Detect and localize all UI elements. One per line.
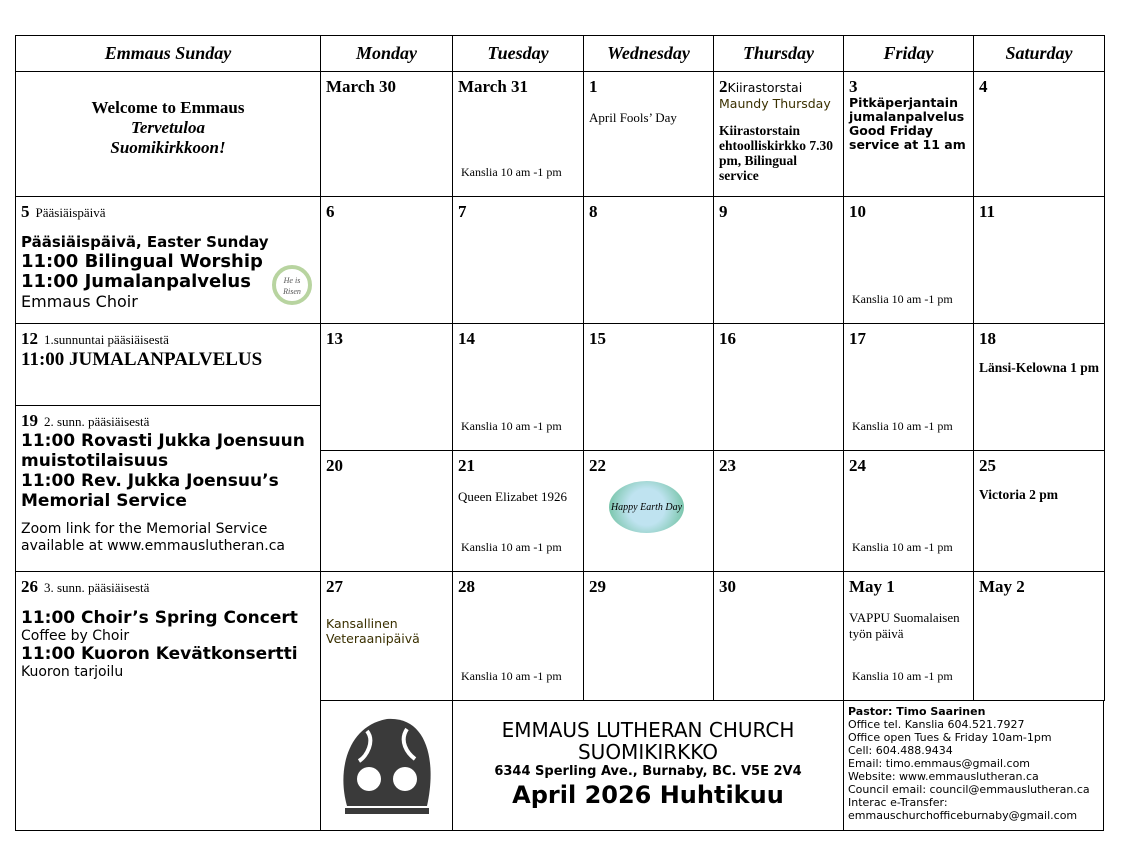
date: 12 [21,329,38,348]
date [326,77,396,97]
sunday-label: 1.sunnuntai pääsiäisestä [44,332,169,347]
day-cell [320,450,453,572]
event: 11:00 Rovasti Jukka Joensuun muistotilaisuus [21,431,305,471]
date [849,577,895,597]
cell-body [719,96,839,183]
date [979,202,995,222]
welcome-line2: Tervetuloa [131,118,205,137]
day-cell [973,71,1105,197]
logo-cell [320,700,453,831]
office-hours: Kanslia 10 am -1 pm [461,419,562,433]
day-cell [843,323,974,451]
day-cell [843,196,974,324]
day-cell [843,71,974,197]
header-friday: Friday [843,35,974,72]
day-cell [583,196,714,324]
date [849,202,866,222]
sunday-12 [15,323,321,406]
date [458,77,528,97]
day-cell [843,571,974,701]
date-number: 1 [589,77,598,96]
event: 11:00 Kuoron Kevätkonsertti [21,644,298,664]
office-hours: Kanslia 10 am -1 pm [461,540,562,554]
event-note: Pitkäperjantain jumalanpalvelus Good Friday service at 11 am [849,95,966,152]
date-number: 16 [719,329,736,348]
date-number: 8 [589,202,598,221]
date-number: March 31 [458,77,529,96]
contact-line: Office open Tues & Friday 10am-1pm [848,731,1052,744]
contacts-cell [843,700,1104,831]
cell-body [979,354,1100,375]
date [849,456,866,476]
date-number: March 30 [326,77,397,96]
day-cell [713,450,844,572]
header-wednesday: Wednesday [583,35,714,72]
day-cell [973,196,1105,324]
date [326,456,343,476]
sunday-label: 3. sunn. pääsiäisestä [44,580,150,595]
sunday-26 [15,571,321,831]
header-saturday: Saturday [973,35,1105,72]
date-number: 23 [719,456,736,475]
date-number: 28 [458,577,475,596]
date-number: 30 [719,577,736,596]
date-number: 14 [458,329,475,348]
day-cell [452,323,584,451]
contact-line: Office tel. Kanslia 604.521.7927 [848,718,1025,731]
date [458,456,475,476]
date-number: 11 [979,202,996,221]
date [458,577,475,597]
date [719,329,736,349]
cell-body [979,481,1100,502]
event-note: Victoria 2 pm [979,487,1058,502]
date-number: 15 [589,329,606,348]
church-address: 6344 Sperling Ave., Burnaby, BC. V5E 2V4 [494,764,802,779]
sunday-label: 2. sunn. pääsiäisestä [44,414,150,429]
cell-body [849,96,969,152]
date [458,329,475,349]
day-cell [583,571,714,701]
date-number: 29 [589,577,606,596]
date-number: May 1 [849,577,895,596]
date [719,77,802,97]
sunday-19 [15,405,321,572]
event: 11:00 JUMALANPALVELUS [21,349,263,370]
cell-body [849,602,969,642]
date [458,202,467,222]
zoom-link-note: Zoom link for the Memorial Service available at www.emmauslutheran.ca [21,521,285,554]
header-monday: Monday [320,35,453,72]
day-cell [452,196,584,324]
welcome-cell [15,71,321,197]
date-number: 22 [589,456,606,475]
day-cell [713,196,844,324]
header-thursday: Thursday [713,35,844,72]
earth-day-image: Happy Earth Day [609,481,684,533]
day-cell [973,450,1105,572]
day-cell [973,571,1105,701]
church-info-cell [452,700,844,831]
date [719,202,728,222]
date-number: 6 [326,202,335,221]
date [979,456,996,476]
date: 5 [21,202,30,221]
date-number: 4 [979,77,988,96]
date [589,456,606,476]
contact-line: Council email: council@emmauslutheran.ca [848,783,1090,796]
date [979,77,988,97]
event: Coffee by Choir [21,628,130,644]
contact-line: Website: www.emmauslutheran.ca [848,770,1039,783]
event-note: Länsi-Kelowna 1 pm [979,360,1100,375]
day-cell [320,71,453,197]
date [326,202,335,222]
date [719,456,736,476]
welcome-line1: Welcome to Emmaus [91,98,245,117]
date-number: 17 [849,329,866,348]
day-cell [452,450,584,572]
date [326,329,343,349]
church-name: EMMAUS LUTHERAN CHURCH [501,718,795,742]
day-cell [583,323,714,451]
event: Pääsiäispäivä, Easter Sunday [21,233,269,251]
date: 19 [21,411,38,430]
date-number: 27 [326,577,343,596]
event-note: April Fools’ Day [589,110,677,125]
month-title: April 2026 Huhtikuu [512,781,784,809]
date-suffix: Kiirastorstai [727,80,803,95]
event-note: Kiirastorstain ehtoolliskirkko 7.30 pm, Bilingual service [719,123,834,183]
date [979,577,1025,597]
date [326,577,343,597]
date-number: 13 [326,329,343,348]
church-logo-icon [337,711,437,821]
date-number: 7 [458,202,467,221]
office-hours: Kanslia 10 am -1 pm [852,419,953,433]
office-hours: Kanslia 10 am -1 pm [461,669,562,683]
date-number: 21 [458,456,475,475]
office-hours: Kanslia 10 am -1 pm [461,165,562,179]
sunday-label: Pääsiäispäivä [35,205,106,220]
day-cell [320,196,453,324]
contact-line: Cell: 604.488.9434 [848,744,953,757]
date-number: 3 [849,77,858,96]
event: Emmaus Choir [21,292,138,311]
day-cell [452,71,584,197]
date-number: 9 [719,202,728,221]
event: Kuoron tarjoilu [21,664,124,680]
date [849,329,866,349]
date [979,329,996,349]
event: 11:00 Jumalanpalvelus [21,271,251,292]
he-is-risen-image: He is Risen [272,265,312,305]
date [589,577,606,597]
event-note: VAPPU Suomalaisen työn päivä [849,610,960,641]
day-cell [843,450,974,572]
date [589,329,606,349]
day-cell [713,323,844,451]
date-number: 25 [979,456,996,475]
date-number: May 2 [979,577,1025,596]
office-hours: Kanslia 10 am -1 pm [852,540,953,554]
header-tuesday: Tuesday [452,35,584,72]
contact-line: Email: timo.emmaus@gmail.com [848,757,1031,770]
day-cell [320,323,453,451]
date-number: 10 [849,202,866,221]
office-hours: Kanslia 10 am -1 pm [852,669,953,683]
day-cell [583,71,714,197]
day-cell [452,571,584,701]
date [719,577,736,597]
contact-line: emmauschurchofficeburnaby@gmail.com [848,809,1078,822]
day-cell [973,323,1105,451]
day-cell [713,71,844,197]
date [589,202,598,222]
date-number: 24 [849,456,866,475]
office-hours: Kanslia 10 am -1 pm [852,292,953,306]
cell-body [458,481,579,505]
date-number: 18 [979,329,996,348]
church-name-finnish: SUOMIKIRKKO [577,740,719,764]
event-note: Kansallinen Veteraanipäivä [326,616,420,646]
contact-line: Pastor: Timo Saarinen [848,705,986,718]
event: 11:00 Rev. Jukka Joensuu’s Memorial Service [21,471,279,511]
date [849,77,858,97]
date: 26 [21,577,38,596]
day-cell [583,450,714,572]
day-cell [320,571,453,701]
event: 11:00 Choir’s Spring Concert [21,608,298,628]
event: 11:00 Bilingual Worship [21,251,263,272]
date-number: 20 [326,456,343,475]
event-note: Queen Elizabet 1926 [458,489,568,504]
welcome-line3: Suomikirkkoon! [110,138,226,157]
contact-line: Interac e-Transfer: [848,796,948,809]
sunday-5 [15,196,321,324]
day-cell [713,571,844,701]
cell-body [326,602,448,646]
header-emmaus-sunday: Emmaus Sunday [15,35,321,72]
event-note: Maundy Thursday [719,96,831,111]
date [589,77,598,97]
date-number: 2 [719,77,728,96]
cell-body [589,102,709,126]
